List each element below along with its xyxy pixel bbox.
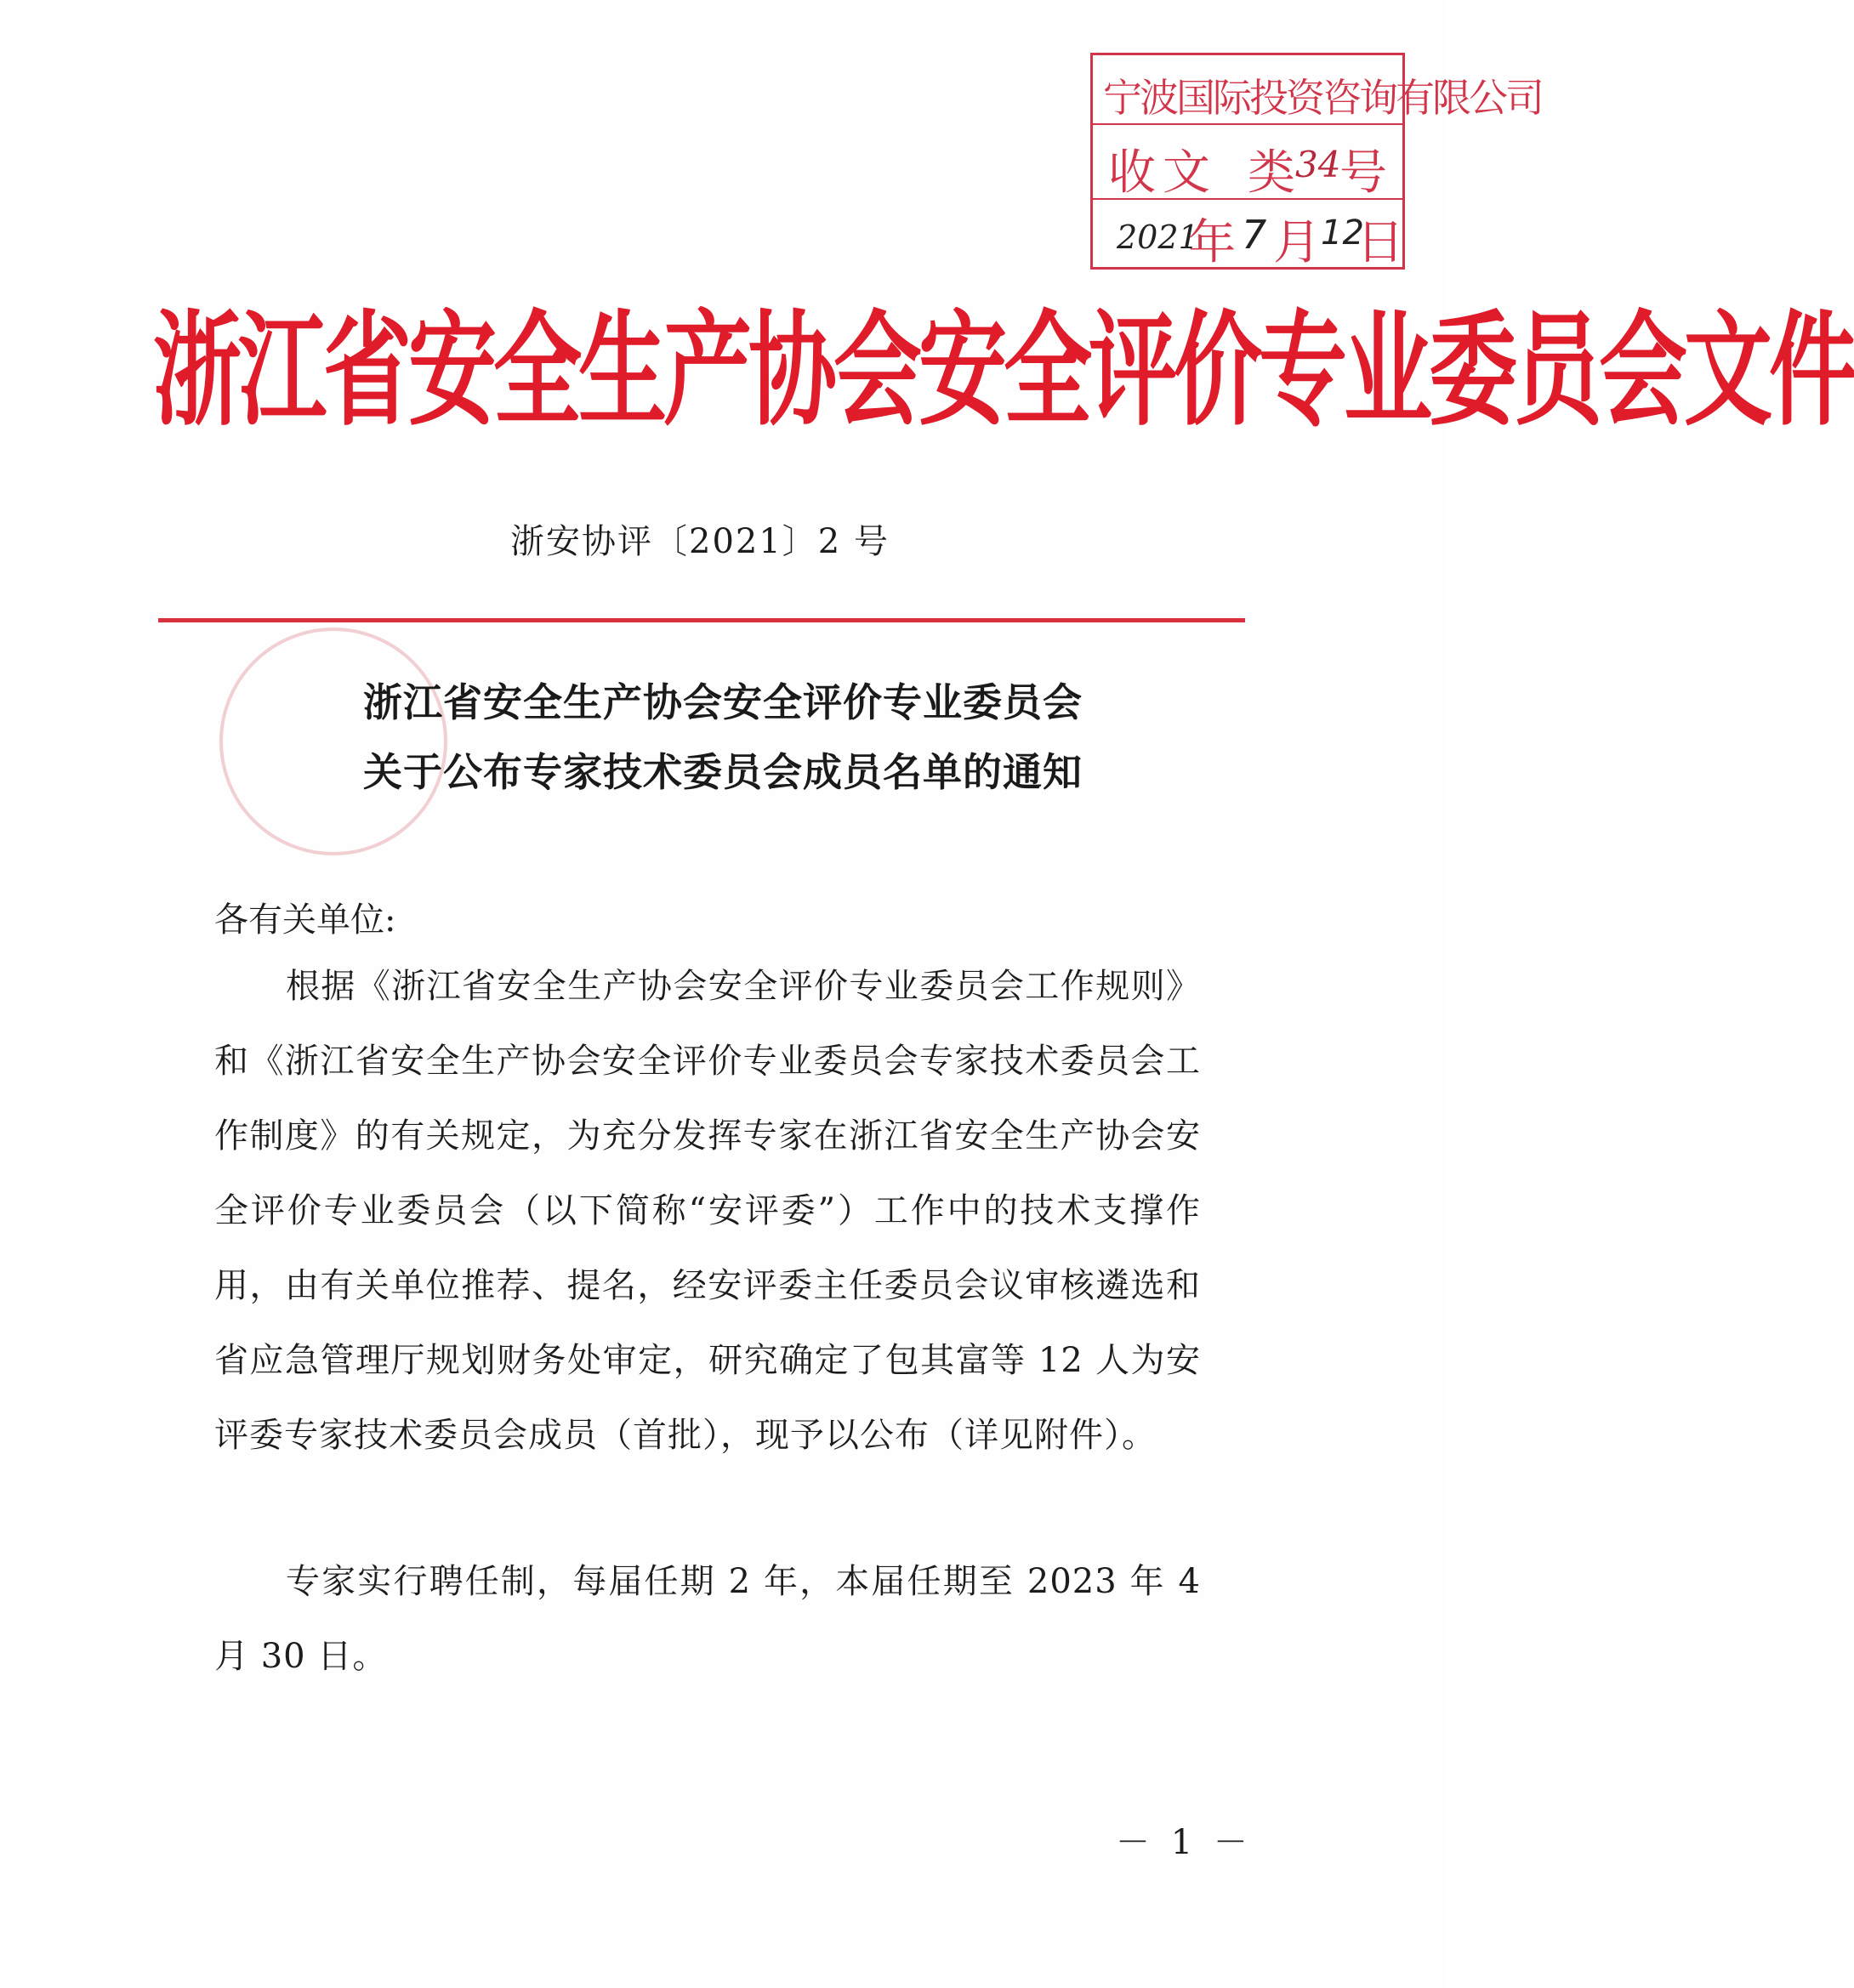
stamp-day-label: 日 <box>1356 215 1404 270</box>
document-number: 浙安协评〔2021〕2 号 <box>510 522 890 561</box>
stamp-company-name: 宁波国际投资咨询有限公司 <box>1103 75 1542 121</box>
body-paragraph-2: 专家实行聘任制，每届任期 2 年，本届任期至 2023 年 4 月 30 日。 <box>214 1562 1201 1676</box>
stamp-year-value: 2021 <box>1117 219 1199 256</box>
stamp-number: 34 <box>1295 144 1341 185</box>
stamp-day-value: 12 <box>1321 213 1364 253</box>
document-masthead: 浙江省安全生产协会安全评价专业委员会文件 <box>153 298 1854 443</box>
stamp-month-value: 7 <box>1242 212 1267 258</box>
red-divider-line <box>158 618 1245 622</box>
salutation: 各有关单位: <box>214 900 396 940</box>
stamp-date-row <box>1093 200 1402 270</box>
stamp-doc-row <box>1093 125 1402 200</box>
stamp-company-row <box>1093 55 1542 125</box>
receipt-stamp <box>1090 53 1542 270</box>
notice-title-line-1: 浙江省安全生产协会安全评价专业委员会 <box>363 679 1083 725</box>
stamp-number-suffix: 号 <box>1339 145 1387 201</box>
stamp-class-label: 类 <box>1248 145 1295 201</box>
page-number: － 1 － <box>1116 1823 1253 1862</box>
stamp-doc-label: 收文 <box>1108 145 1217 201</box>
stamp-month-label: 月 <box>1273 215 1321 270</box>
body-paragraph-1: 根据《浙江省安全生产协会安全评价专业委员会工作规则》和《浙江省安全生产协会安全评价专业委员会专家技术委员会工作制度》的有关规定，为充分发挥专家在浙江省安全生产协会安全评价专业委员会（以下简称“安评委”）工作中的技术支撑作用，由有关单位推荐、提名，经安评委主任委员会议审核遴选和省应急管理厅规划财务处审定，研究确定了包其富等 12 人为安评委专家技术委员会成员（首批），现予以公布（详见附件）。 <box>214 967 1201 1455</box>
notice-title-line-2: 关于公布专家技术委员会成员名单的通知 <box>363 749 1083 795</box>
stamp-year-label: 年 <box>1188 215 1236 270</box>
